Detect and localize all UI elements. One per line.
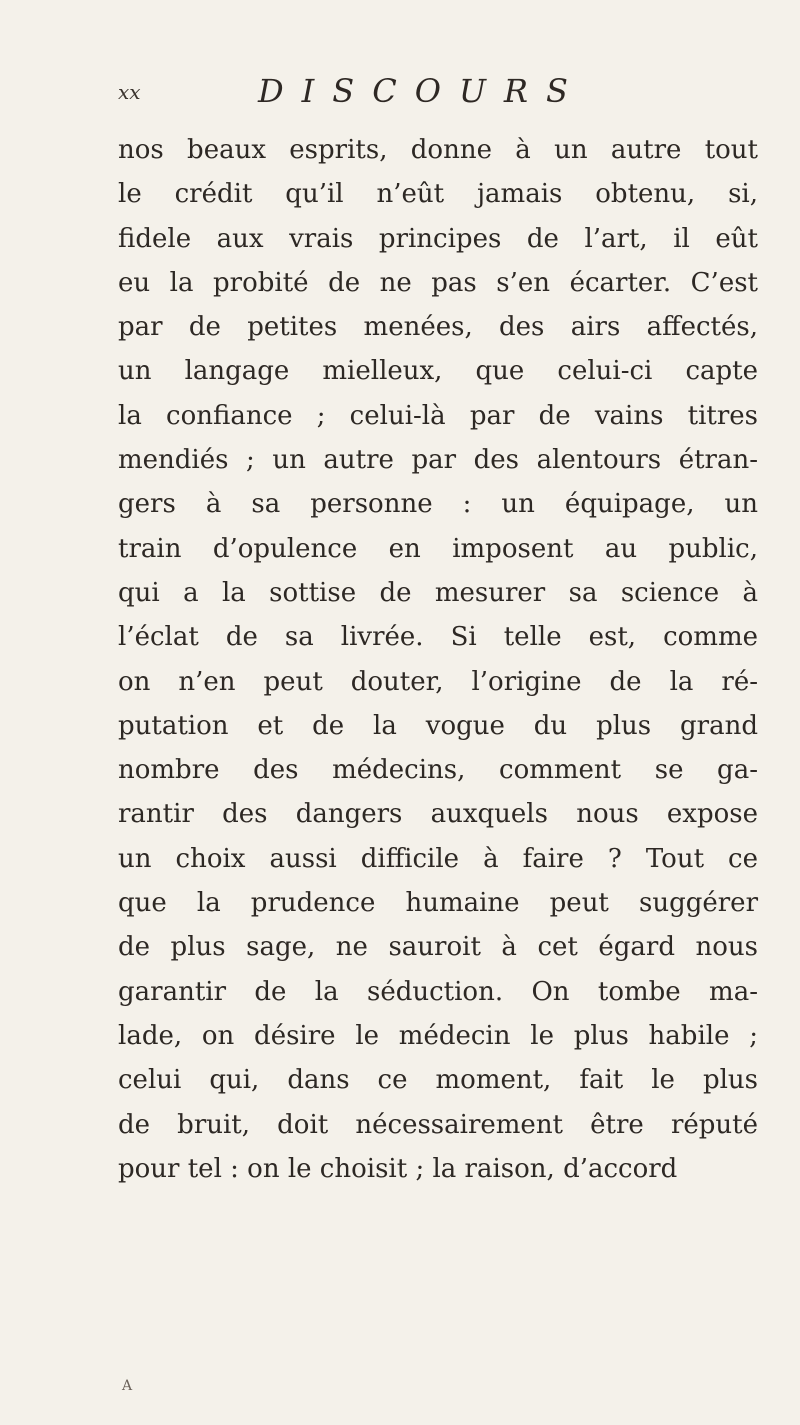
running-title: DISCOURS — [258, 72, 586, 110]
page-header — [118, 72, 738, 122]
text-line: eu la probité de ne pas s’en écarter. C’est — [118, 267, 758, 298]
text-line: un choix aussi difficile à faire ? Tout ce — [118, 843, 758, 874]
text-line: garantir de la séduction. On tombe ma- — [118, 976, 758, 1007]
text-line: par de petites menées, des airs affectés, — [118, 312, 758, 343]
signature-mark: A — [122, 1378, 133, 1394]
text-line: fidele aux vrais principes de l’art, il eût — [118, 223, 758, 254]
text-line: rantir des dangers auxquels nous expose — [118, 799, 758, 830]
text-line: on n’en peut douter, l’origine de la ré- — [118, 666, 758, 697]
text-line: train d’opulence en imposent au public, — [118, 533, 758, 564]
text-line: putation et de la vogue du plus grand — [118, 710, 758, 741]
text-line: de plus sage, ne sauroit à cet égard nous — [118, 932, 758, 963]
body-text — [118, 128, 758, 1191]
text-line: un langage mielleux, que celui-ci capte — [118, 356, 758, 387]
text-line: gers à sa personne : un équipage, un — [118, 489, 758, 520]
text-line: la confiance ; celui-là par de vains titres — [118, 400, 758, 431]
text-line: que la prudence humaine peut suggérer — [118, 888, 758, 919]
text-line: qui a la sottise de mesurer sa science à — [118, 577, 758, 608]
text-line: de bruit, doit nécessairement être réputé — [118, 1109, 758, 1140]
text-line: nos beaux esprits, donne à un autre tout — [118, 135, 758, 165]
text-line: lade, on désire le médecin le plus habile ; — [118, 1020, 758, 1051]
page-number: xx — [118, 80, 141, 104]
text-line: l’éclat de sa livrée. Si telle est, comme — [118, 622, 758, 653]
text-line: le crédit qu’il n’eût jamais obtenu, si, — [118, 179, 758, 210]
text-line: nombre des médecins, comment se ga- — [118, 755, 758, 786]
text-line: celui qui, dans ce moment, fait le plus — [118, 1065, 758, 1096]
text-line: mendiés ; un autre par des alentours étran- — [118, 445, 758, 476]
text-line: pour tel : on le choisit ; la raison, d’accord — [118, 1153, 678, 1184]
